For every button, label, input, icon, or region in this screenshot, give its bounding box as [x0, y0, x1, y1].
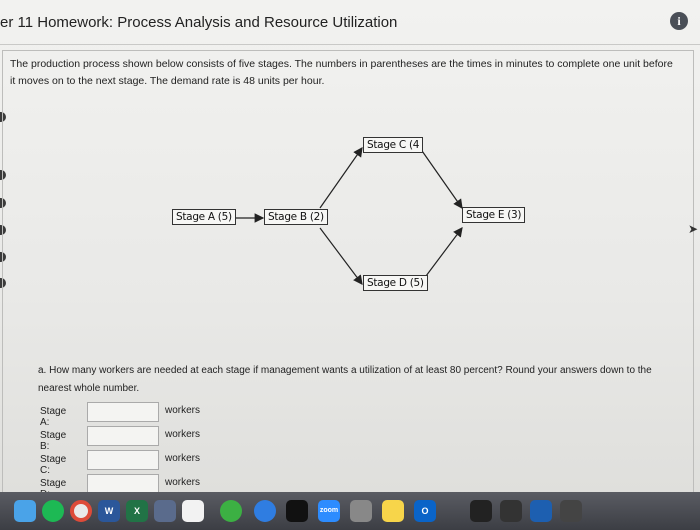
- stage-a-input[interactable]: [87, 402, 159, 422]
- question-a-text: a. How many workers are needed at each stage if management wants a utilization of at least 80 percent? Round your answers down to the nearest whole number.: [38, 365, 652, 394]
- stage-a-label: Stage A:: [40, 406, 67, 428]
- stage-c-label: Stage C:: [40, 454, 67, 476]
- stage-b-label: Stage B:: [40, 430, 67, 452]
- document-icon[interactable]: [182, 500, 204, 522]
- stage-a-unit: workers: [165, 405, 201, 416]
- stage-b-unit: workers: [165, 429, 201, 440]
- stage-d-label: Stage: [40, 478, 67, 489]
- stage-d-node: Stage D (5): [363, 275, 428, 291]
- stage-d-unit: workers: [165, 477, 201, 488]
- stage-a-node: Stage A (5): [172, 209, 236, 225]
- stage-e-node: Stage E (3): [462, 207, 525, 223]
- notes-icon[interactable]: [382, 500, 404, 522]
- stage-b-node: Stage B (2): [264, 209, 328, 225]
- stage-c-unit: workers: [165, 453, 201, 464]
- problem-statement: The production process shown below consists of five stages. The numbers in parentheses are the times in minutes to complete one unit before it moves on to the next stage. The demand rate is 48 units per hour.: [10, 58, 673, 87]
- arrow-b-to-c: [320, 148, 362, 208]
- mouse-cursor-icon: ➤: [688, 222, 699, 236]
- chrome-icon[interactable]: [70, 500, 92, 522]
- arrow-b-to-d: [320, 228, 362, 284]
- outlook-icon[interactable]: O: [414, 500, 436, 522]
- safari-icon[interactable]: [254, 500, 276, 522]
- finder-icon[interactable]: [14, 500, 36, 522]
- page-title: er 11 Homework: Process Analysis and Resource Utilization: [0, 14, 398, 31]
- zoom-icon[interactable]: zoom: [318, 500, 340, 522]
- app-icon[interactable]: [470, 500, 492, 522]
- stage-c-node: Stage C (4: [363, 137, 423, 153]
- app-icon[interactable]: [500, 500, 522, 522]
- stage-d-input[interactable]: [87, 474, 159, 494]
- dock-taskbar: [0, 492, 700, 530]
- word-icon[interactable]: W: [98, 500, 120, 522]
- stage-b-input[interactable]: [87, 426, 159, 446]
- excel-icon[interactable]: X: [126, 500, 148, 522]
- arrow-c-to-e: [420, 148, 462, 208]
- spotify-icon[interactable]: [42, 500, 64, 522]
- stage-c-input[interactable]: [87, 450, 159, 470]
- info-icon[interactable]: i: [670, 12, 688, 30]
- app-icon[interactable]: [560, 500, 582, 522]
- facetime-icon[interactable]: [220, 500, 242, 522]
- preview-icon[interactable]: [154, 500, 176, 522]
- app-icon[interactable]: [530, 500, 552, 522]
- terminal-icon[interactable]: [286, 500, 308, 522]
- calculator-icon[interactable]: [350, 500, 372, 522]
